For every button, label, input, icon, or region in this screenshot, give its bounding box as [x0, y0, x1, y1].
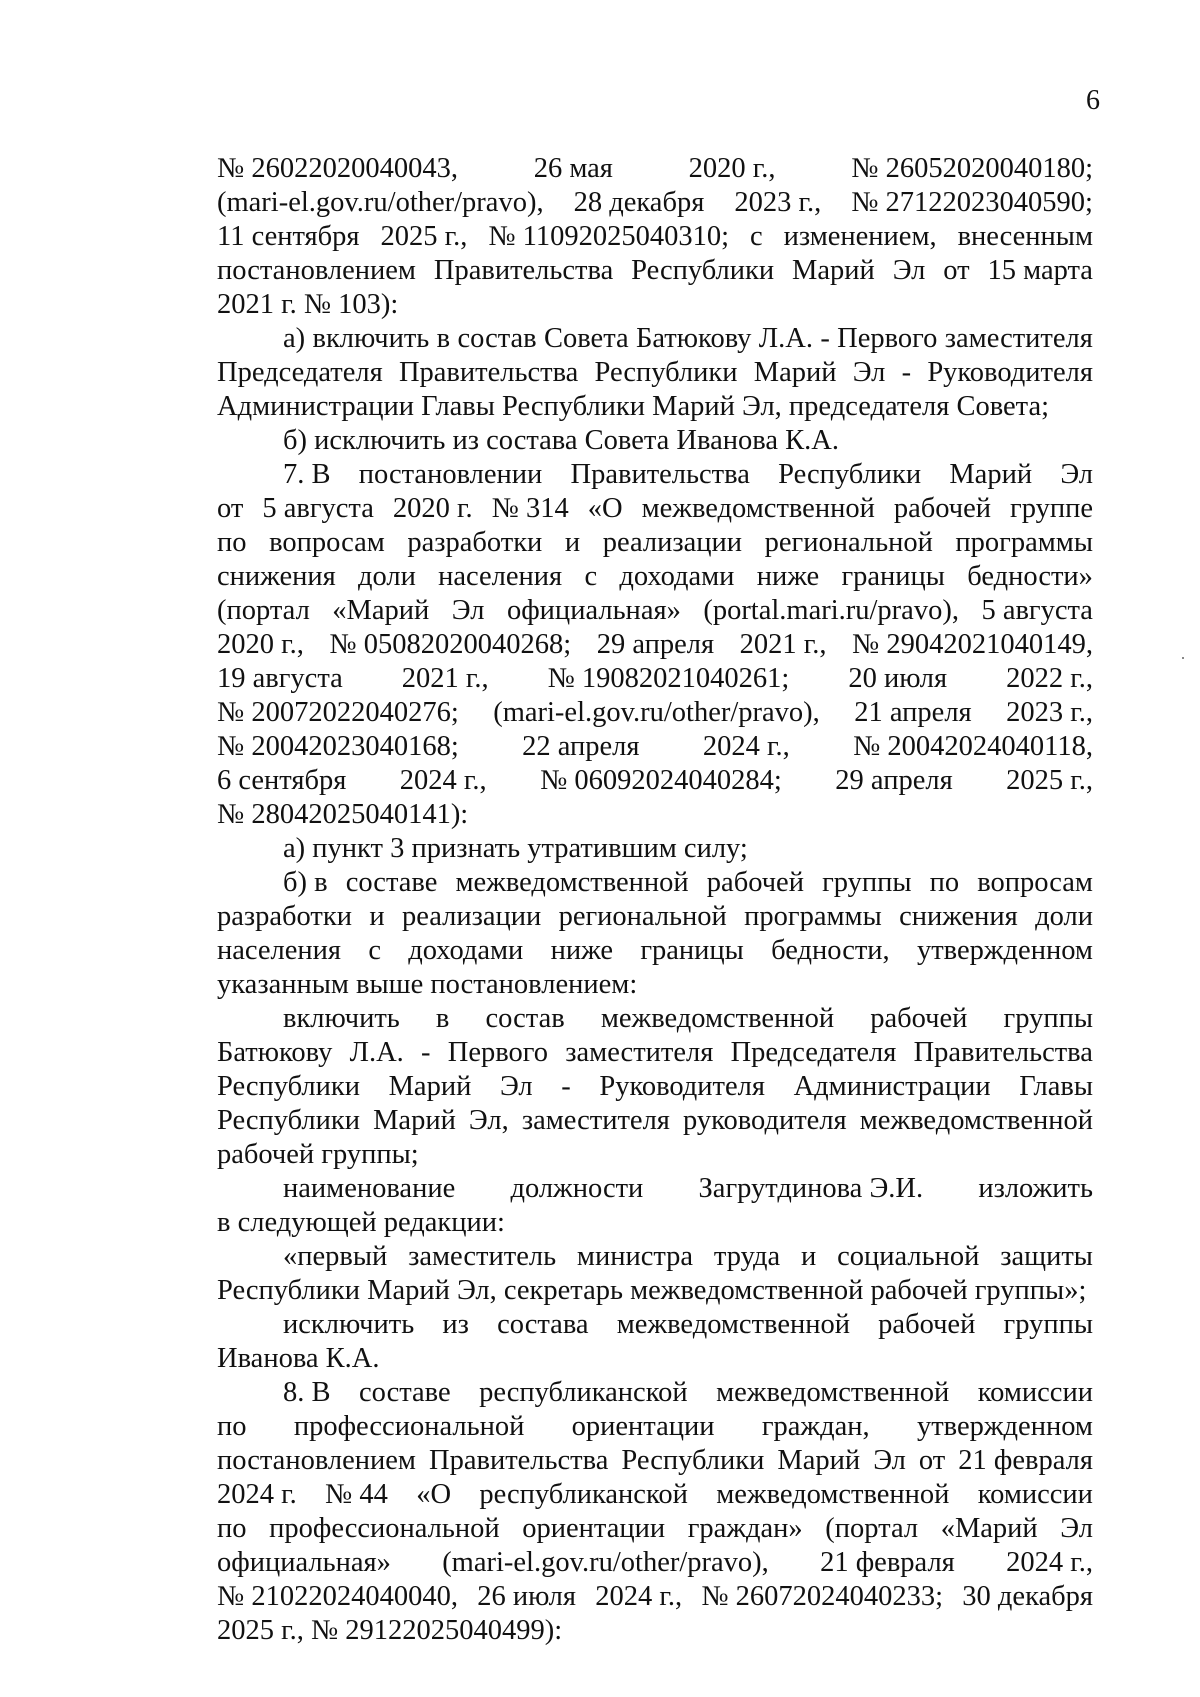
- text-segment: официальная»: [506, 595, 681, 626]
- text-line: [217, 322, 1093, 356]
- text-segment: министра: [576, 1241, 694, 1272]
- text-segment: реализации: [401, 901, 542, 932]
- text-segment: 2020 г.: [392, 493, 473, 524]
- text-line: [217, 1376, 1093, 1410]
- text-segment: разработки: [217, 901, 352, 932]
- text-segment: рабочей группы;: [217, 1139, 419, 1170]
- document-body: [217, 152, 1093, 1648]
- text-segment: 2022 г.,: [1006, 663, 1093, 694]
- text-line: [217, 1478, 1093, 1512]
- text-segment: труда: [713, 1241, 781, 1272]
- page-number: 6: [1086, 85, 1100, 116]
- text-segment: профессиональной: [269, 1513, 500, 1544]
- text-segment: региональной: [558, 901, 727, 932]
- text-segment: -: [901, 357, 912, 388]
- text-segment: доходами: [619, 561, 735, 592]
- text-line: [217, 1172, 1093, 1206]
- text-segment: (mari-el.gov.ru/other/pravo),: [442, 1547, 769, 1578]
- text-line: [217, 186, 1093, 220]
- text-segment: Батюкову: [217, 1037, 333, 1068]
- text-segment: Эл: [873, 1445, 906, 1476]
- text-segment: № 06092024040284;: [540, 765, 782, 796]
- text-line: [217, 798, 1093, 832]
- text-segment: б) в: [283, 867, 328, 898]
- text-segment: состав: [457, 323, 537, 354]
- text-segment: снижения: [899, 901, 1018, 932]
- text-line: [217, 356, 1093, 390]
- text-segment: Правительства: [429, 1445, 609, 1476]
- text-line: [217, 526, 1093, 560]
- text-segment: Республики: [217, 1071, 360, 1102]
- text-segment: в: [435, 1003, 450, 1034]
- text-segment: Правительства: [570, 459, 750, 490]
- text-line: [217, 1274, 1093, 1308]
- text-segment: а) пункт 3 признать утратившим силу;: [283, 833, 748, 864]
- text-segment: утвержденном: [916, 935, 1093, 966]
- text-segment: 5 августа: [262, 493, 374, 524]
- text-segment: № 26072024040233;: [701, 1581, 944, 1612]
- text-segment: № 314: [491, 493, 569, 524]
- text-segment: Республики: [778, 459, 922, 490]
- text-segment: должности: [510, 1173, 644, 1204]
- text-segment: № 05082020040268;: [329, 629, 572, 660]
- text-line: [217, 628, 1093, 662]
- text-segment: защиты: [1000, 1241, 1093, 1272]
- text-line: [217, 424, 1093, 458]
- text-segment: 5 августа: [981, 595, 1093, 626]
- text-segment: № 28042025040141):: [217, 799, 469, 830]
- text-segment: заместителя: [521, 1105, 670, 1136]
- text-segment: доходами: [408, 935, 524, 966]
- text-segment: руководителя: [683, 1105, 847, 1136]
- text-segment: Л.А.: [758, 323, 813, 354]
- text-segment: № 26052020040180;: [851, 153, 1093, 184]
- text-segment: 15 марта: [987, 255, 1093, 286]
- text-segment: Главы: [1019, 1071, 1093, 1102]
- text-segment: 21 февраля: [958, 1445, 1093, 1476]
- text-line: [217, 968, 1093, 1002]
- text-segment: состава: [497, 1309, 589, 1340]
- text-line: [217, 866, 1093, 900]
- text-segment: Батюкову: [636, 323, 752, 354]
- text-segment: № 21022024040040,: [217, 1581, 458, 1612]
- text-segment: 2021 г. № 103):: [217, 289, 399, 320]
- text-segment: межведомственной: [616, 1309, 850, 1340]
- text-segment: Республики: [631, 255, 775, 286]
- text-segment: программы: [744, 901, 882, 932]
- text-segment: доли: [358, 561, 416, 592]
- text-segment: вопросам: [269, 527, 385, 558]
- text-line: [217, 1206, 1093, 1240]
- text-segment: Первого: [447, 1037, 549, 1068]
- text-segment: № 11092025040310;: [488, 221, 729, 252]
- text-line: [217, 390, 1093, 424]
- text-segment: Администрации: [793, 1071, 991, 1102]
- text-segment: Руководителя: [927, 357, 1093, 388]
- text-segment: 2024 г.,: [702, 731, 790, 762]
- text-segment: официальная»: [217, 1547, 391, 1578]
- text-segment: (портал: [217, 595, 310, 626]
- text-line: [217, 1580, 1093, 1614]
- text-line: [217, 1614, 1093, 1648]
- text-segment: 28 декабря: [573, 187, 705, 218]
- text-line: [217, 1070, 1093, 1104]
- text-segment: доли: [1035, 901, 1093, 932]
- text-segment: населения: [217, 935, 342, 966]
- text-line: [217, 288, 1093, 322]
- text-line: [217, 560, 1093, 594]
- text-segment: составе: [345, 867, 438, 898]
- text-segment: и: [801, 1241, 817, 1272]
- text-segment: межведомственной: [859, 1105, 1093, 1136]
- text-line: [217, 900, 1093, 934]
- text-segment: рабочей: [878, 1309, 976, 1340]
- text-segment: межведомственной: [600, 1003, 835, 1034]
- text-segment: 26 мая: [533, 153, 613, 184]
- text-segment: региональной: [764, 527, 933, 558]
- text-segment: 2024 г.: [217, 1479, 297, 1510]
- text-segment: границы: [841, 561, 945, 592]
- text-segment: 2023 г.,: [734, 187, 822, 218]
- text-segment: комиссии: [977, 1377, 1093, 1408]
- text-segment: постановлением: [217, 255, 416, 286]
- text-segment: «Марий: [940, 1513, 1038, 1544]
- text-segment: Правительства: [913, 1037, 1093, 1068]
- text-segment: 21 апреля: [854, 697, 972, 728]
- text-segment: комиссии: [977, 1479, 1093, 1510]
- text-segment: рабочей: [870, 1003, 968, 1034]
- text-segment: «О: [416, 1479, 452, 1510]
- text-segment: постановлением: [217, 1445, 416, 1476]
- text-line: [217, 1546, 1093, 1580]
- text-segment: включить: [312, 323, 430, 354]
- text-segment: заместитель: [408, 1241, 557, 1272]
- text-segment: Марий: [792, 255, 875, 286]
- text-segment: по: [217, 1513, 247, 1544]
- text-segment: Эл: [852, 357, 886, 388]
- text-segment: по: [217, 1411, 247, 1442]
- text-segment: социальной: [837, 1241, 980, 1272]
- text-segment: группы: [822, 867, 912, 898]
- text-line: [217, 1036, 1093, 1070]
- text-segment: 29 апреля: [835, 765, 953, 796]
- text-segment: от: [943, 255, 970, 286]
- text-segment: реализации: [602, 527, 743, 558]
- text-segment: бедности,: [771, 935, 890, 966]
- text-segment: Марий: [949, 459, 1033, 490]
- text-segment: состав: [485, 1003, 565, 1034]
- scan-speck: [1182, 657, 1184, 659]
- text-segment: снижения: [217, 561, 336, 592]
- text-segment: (portal.mari.ru/pravo),: [703, 595, 959, 626]
- text-segment: с: [584, 561, 598, 592]
- text-line: [217, 696, 1093, 730]
- text-segment: от: [918, 1445, 946, 1476]
- text-segment: Марий: [777, 1445, 861, 1476]
- text-segment: № 29042021040149,: [852, 629, 1093, 660]
- text-line: [217, 1342, 1093, 1376]
- text-segment: вопросам: [977, 867, 1093, 898]
- text-segment: 2025 г., № 29122025040499):: [217, 1615, 563, 1646]
- text-segment: Руководителя: [599, 1071, 765, 1102]
- text-segment: (mari-el.gov.ru/other/pravo),: [217, 187, 544, 218]
- text-segment: рабочей: [706, 867, 804, 898]
- text-segment: с: [749, 221, 763, 252]
- text-segment: по: [217, 527, 247, 558]
- text-segment: 2024 г.,: [1006, 1547, 1093, 1578]
- text-segment: б) исключить из состава Совета Иванова К.А.: [283, 425, 839, 456]
- text-segment: по: [929, 867, 960, 898]
- text-segment: Иванова К.А.: [217, 1343, 380, 1374]
- text-segment: ориентации: [522, 1513, 666, 1544]
- text-segment: -: [820, 323, 830, 354]
- text-segment: 11 сентября: [217, 221, 360, 252]
- text-segment: -: [421, 1037, 431, 1068]
- text-segment: Эл: [1060, 1513, 1093, 1544]
- text-segment: Правительства: [398, 357, 579, 388]
- text-segment: Эл: [1060, 459, 1093, 490]
- text-segment: а): [283, 323, 306, 354]
- text-segment: рабочей: [893, 493, 992, 524]
- text-segment: «Марий: [332, 595, 430, 626]
- text-segment: бедности»: [967, 561, 1093, 592]
- text-segment: 26 июля: [477, 1581, 576, 1612]
- text-segment: № 19082021040261;: [547, 663, 790, 694]
- text-segment: в: [436, 323, 451, 354]
- text-segment: Эл,: [468, 1105, 509, 1136]
- text-segment: 2021 г.,: [401, 663, 489, 694]
- text-segment: профессиональной: [293, 1411, 525, 1442]
- text-segment: № 44: [325, 1479, 388, 1510]
- text-segment: группы: [1003, 1309, 1093, 1340]
- text-segment: программы: [955, 527, 1093, 558]
- text-segment: Республики: [621, 1445, 765, 1476]
- text-segment: внесенным: [957, 221, 1093, 252]
- text-segment: 2025 г.,: [380, 221, 468, 252]
- text-segment: Эл: [892, 255, 926, 286]
- text-segment: границы: [640, 935, 744, 966]
- text-segment: изменением,: [783, 221, 937, 252]
- text-segment: с: [368, 935, 381, 966]
- text-segment: Марий: [373, 1105, 456, 1136]
- text-segment: постановлении: [358, 459, 543, 490]
- text-segment: Правительства: [433, 255, 614, 286]
- text-segment: республиканской: [479, 1479, 688, 1510]
- text-segment: 20 июля: [848, 663, 948, 694]
- text-segment: межведомственной: [455, 867, 689, 898]
- text-segment: ниже: [756, 561, 820, 592]
- text-segment: -: [561, 1071, 571, 1102]
- text-segment: и: [564, 527, 581, 558]
- text-segment: 2024 г.,: [595, 1581, 683, 1612]
- text-segment: граждан»: [687, 1513, 803, 1544]
- text-segment: «О: [587, 493, 623, 524]
- text-segment: № 27122023040590;: [851, 187, 1093, 218]
- text-segment: граждан,: [761, 1411, 870, 1442]
- text-segment: 7. В: [283, 459, 331, 490]
- text-line: [217, 254, 1093, 288]
- text-segment: 6 сентября: [217, 765, 347, 796]
- text-segment: группы: [1003, 1003, 1093, 1034]
- text-segment: 21 февраля: [820, 1547, 955, 1578]
- text-segment: заместителя: [944, 323, 1093, 354]
- text-segment: заместителя: [565, 1037, 714, 1068]
- text-segment: Загрутдинова Э.И.: [698, 1173, 924, 1204]
- text-segment: изложить: [978, 1173, 1093, 1204]
- text-line: [217, 1444, 1093, 1478]
- text-segment: «первый: [283, 1241, 388, 1272]
- text-segment: Первого: [837, 323, 938, 354]
- text-segment: № 20072022040276;: [217, 697, 459, 728]
- text-segment: 2020 г.,: [688, 153, 776, 184]
- text-segment: Республики: [594, 357, 738, 388]
- text-line: [217, 1512, 1093, 1546]
- text-segment: Совета: [544, 323, 629, 354]
- text-line: [217, 832, 1093, 866]
- text-segment: № 20042024040118,: [853, 731, 1093, 762]
- text-segment: № 26022020040043,: [217, 153, 458, 184]
- text-line: [217, 1002, 1093, 1036]
- text-line: [217, 220, 1093, 254]
- text-segment: 2025 г.,: [1006, 765, 1093, 796]
- text-line: [217, 594, 1093, 628]
- text-segment: Председателя: [217, 357, 383, 388]
- text-segment: (mari-el.gov.ru/other/pravo),: [493, 697, 820, 728]
- text-segment: 30 декабря: [962, 1581, 1093, 1612]
- text-segment: наименование: [283, 1173, 456, 1204]
- text-segment: Л.А.: [349, 1037, 404, 1068]
- text-line: [217, 764, 1093, 798]
- text-segment: 2021 г.,: [739, 629, 827, 660]
- text-segment: Эл: [499, 1071, 533, 1102]
- text-segment: и: [369, 901, 385, 932]
- text-segment: от: [217, 493, 244, 524]
- text-segment: составе: [358, 1377, 451, 1408]
- text-segment: № 20042023040168;: [217, 731, 459, 762]
- text-segment: 8. В: [283, 1377, 331, 1408]
- text-segment: 2023 г.,: [1006, 697, 1093, 728]
- text-line: [217, 1240, 1093, 1274]
- text-segment: ориентации: [571, 1411, 715, 1442]
- text-segment: Республики: [217, 1105, 360, 1136]
- text-segment: межведомственной: [716, 1377, 950, 1408]
- text-segment: 2020 г.,: [217, 629, 304, 660]
- text-line: [217, 1308, 1093, 1342]
- text-segment: указанным выше постановлением:: [217, 969, 638, 1000]
- text-segment: утвержденном: [916, 1411, 1093, 1442]
- text-segment: 19 августа: [217, 663, 343, 694]
- text-segment: межведомственной: [641, 493, 875, 524]
- text-segment: в следующей редакции:: [217, 1207, 505, 1238]
- text-segment: (портал: [825, 1513, 919, 1544]
- text-segment: межведомственной: [716, 1479, 950, 1510]
- text-segment: Администрации Главы Республики Марий Эл, председателя Совета;: [217, 391, 1050, 422]
- text-segment: Республики Марий Эл, секретарь межведомственной рабочей группы»;: [217, 1275, 1087, 1306]
- text-line: [217, 458, 1093, 492]
- text-line: [217, 934, 1093, 968]
- text-segment: 2024 г.,: [399, 765, 487, 796]
- text-segment: республиканской: [479, 1377, 688, 1408]
- text-segment: 29 апреля: [596, 629, 715, 660]
- text-segment: ниже: [550, 935, 614, 966]
- text-segment: 22 апреля: [522, 731, 640, 762]
- text-segment: Председателя: [730, 1037, 897, 1068]
- text-segment: населения: [438, 561, 563, 592]
- text-line: [217, 662, 1093, 696]
- text-segment: группе: [1010, 493, 1093, 524]
- text-line: [217, 492, 1093, 526]
- text-line: [217, 1410, 1093, 1444]
- text-segment: включить: [283, 1003, 400, 1034]
- text-segment: Марий: [753, 357, 837, 388]
- text-line: [217, 1138, 1093, 1172]
- text-segment: из: [442, 1309, 469, 1340]
- text-line: [217, 730, 1093, 764]
- text-segment: исключить: [283, 1309, 415, 1340]
- text-segment: Марий: [388, 1071, 472, 1102]
- text-line: [217, 1104, 1093, 1138]
- text-line: [217, 152, 1093, 186]
- text-segment: Эл: [451, 595, 485, 626]
- text-segment: разработки: [407, 527, 543, 558]
